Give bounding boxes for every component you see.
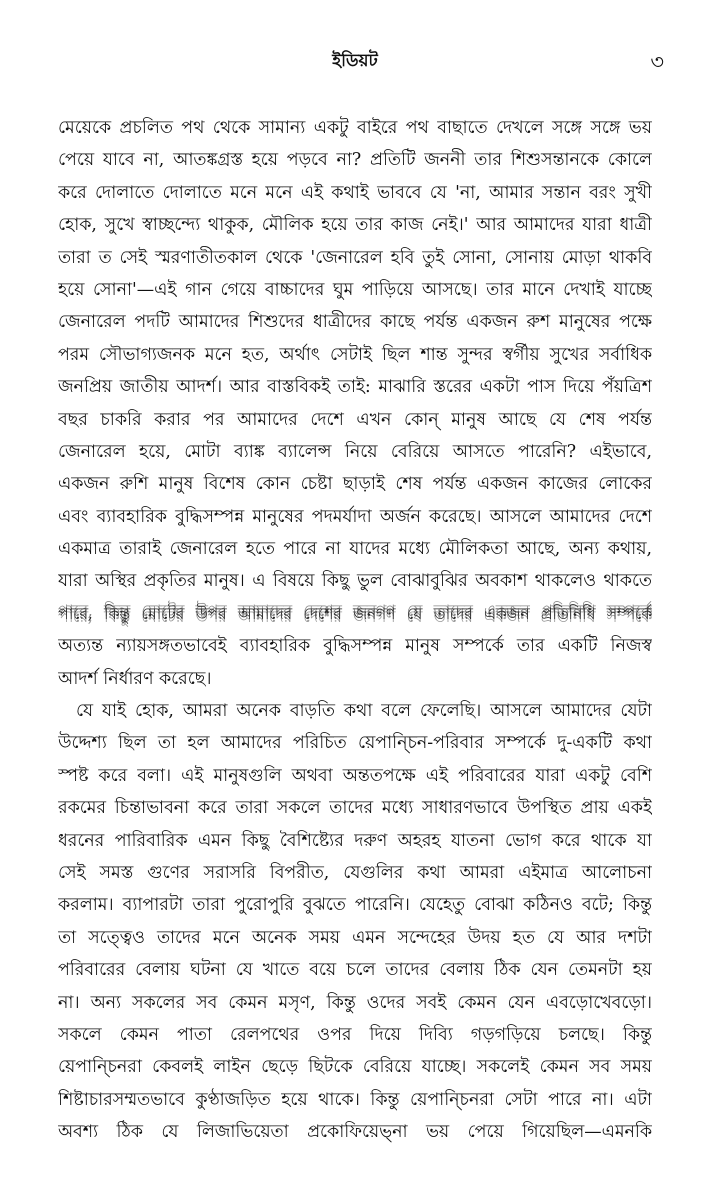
paragraph-2 [58, 695, 652, 1148]
text-line: য়েপান্চিনরা কেবলই লাইন ছেড়ে ছিটকে বেরিয়ে যাচ্ছে। সকলেই কেমন সব সময় [58, 1057, 652, 1078]
text-line: তারা ত সেই স্মরণাতীতকাল থেকে 'জেনারেল হবি তুই সোনা, সোনায় মোড়া থাকবি [58, 247, 652, 268]
smudged-text-line: পারে, কিন্তু মোটের উপর আমাদের দেশের জনগণ যে তাদের একজন প্রতিনিধি সম্পর্কে [58, 603, 652, 623]
text-line: জেনারেল হয়ে, মোটা ব্যাঙ্ক ব্যালেন্স নিয়ে বেরিয়ে আসতে পারেনি? এইভাবে, [58, 441, 652, 462]
text-line: মেয়েকে প্রচলিত পথ থেকে সামান্য একটু বাইরে পথ বাছাতে দেখলে সঙ্গে সঙ্গে ভয় [58, 118, 652, 138]
text-line: স্পষ্ট করে বলা। এই মানুষগুলি অথবা অন্ততপক্ষে এই পরিবারের যারা একটু বেশি [58, 765, 652, 786]
text-line: না। অন্য সকলের সব কেমন মসৃণ, কিন্তু ওদের সবই কেমন যেন এবড়োখেবড়ো। [58, 992, 652, 1013]
text-line: পরম সৌভাগ্যজনক মনে হত, অর্থাৎ সেটাই ছিল শান্ত সুন্দর স্বর্গীয় সুখের সর্বাধিক [58, 344, 652, 365]
text-line: ধরনের পারিবারিক এমন কিছু বৈশিষ্ট্যের দরুণ অহরহ যাতনা ভোগ করে থাকে যা [58, 830, 652, 851]
text-line: সেই সমস্ত গুণের সরাসরি বিপরীত, যেগুলির কথা আমরা এইমাত্র আলোচনা [58, 862, 652, 883]
text-line: হোক, সুখে স্বাচ্ছন্দ্যে থাকুক, মৌলিক হয়ে তার কাজ নেই।' আর আমাদের যারা ধাত্রী [58, 215, 652, 236]
text-line: সকলে কেমন পাতা রেলপথের ওপর দিয়ে দিব্যি গড়গড়িয়ে চলছে। কিন্তু [58, 1024, 652, 1045]
text-line: যারা অস্থির প্রকৃতির মানুষ। এ বিষয়ে কিছু ভুল বোঝাবুঝির অবকাশ থাকলেও থাকতে [58, 571, 652, 592]
text-line: আদর্শ নির্ধারণ করেছে। [58, 668, 212, 689]
text-line: বছর চাকরি করার পর আমাদের দেশে এখন কোন্ মানুষ আছে যে শেষ পর্যন্ত [58, 409, 652, 430]
text-line: রকমের চিন্তাভাবনা করে তারা সকলে তাদের মধ্যে সাধারণভাবে উপস্থিত প্রায় একই [58, 798, 652, 819]
text-line: এবং ব্যাবহারিক বুদ্ধিসম্পন্ন মানুষের পদমর্যাদা অর্জন করেছে। আসলে আমাদের দেশে [58, 506, 652, 527]
text-line: যে যাই হোক, আমরা অনেক বাড়তি কথা বলে ফেলেছি। আসলে আমাদের যেটা [76, 701, 652, 722]
text-line: একজন রুশি মানুষ বিশেষ কোন চেষ্টা ছাড়াই শেষ পর্যন্ত একজন কাজের লোকের [58, 474, 652, 495]
text-line: একমাত্র তারাই জেনারেল হতে পারে না যাদের মধ্যে মৌলিকতা আছে, অন্য কথায়, [58, 539, 652, 560]
body-text [58, 112, 652, 1149]
text-line: অত্যন্ত ন্যায়সঙ্গতভাবেই ব্যাবহারিক বুদ্ধিসম্পন্ন মানুষ সম্পর্কে তার একটি নিজস্ব [58, 636, 652, 657]
text-line: করে দোলাতে দোলাতে মনে মনে এই কথাই ভাববে যে 'না, আমার সন্তান বরং সুখী [58, 182, 652, 203]
text-line: জেনারেল পদটি আমাদের শিশুদের ধাত্রীদের কাছে পর্যন্ত একজন রুশ মানুষের পক্ষে [58, 312, 652, 333]
text-line: শিষ্টাচারসম্মতভাবে কুণ্ঠাজড়িত হয়ে থাকে। কিন্তু য়েপান্চিনরা সেটা পারে না। এটা [58, 1089, 652, 1110]
text-line: পেয়ে যাবে না, আতঙ্কগ্রস্ত হয়ে পড়বে না? প্রতিটি জননী তার শিশুসন্তানকে কোলে [58, 150, 652, 171]
page-header [0, 46, 710, 74]
paragraph-1 [58, 112, 652, 695]
page-number: ৩ [650, 50, 664, 74]
text-line: উদ্দেশ্য ছিল তা হল আমাদের পরিচিত য়েপান্চিন-পরিবার সম্পর্কে দু-একটি কথা [58, 733, 652, 754]
text-line: জনপ্রিয় জাতীয় আদর্শ। আর বাস্তবিকই তাই: মাঝারি স্তরের একটা পাস দিয়ে পঁয়ত্রিশ [58, 377, 652, 398]
text-line: তা সত্ত্বেও তাদের মনে অনেক সময় এমন সন্দেহের উদয় হত যে আর দশটা [58, 927, 652, 948]
text-line: অবশ্য ঠিক যে লিজাভিয়েতা প্রকোফিয়েভ্না ভয় পেয়ে গিয়েছিল—এমনকি [58, 1122, 652, 1143]
text-line: করলাম। ব্যাপারটা তারা পুরোপুরি বুঝতে পারেনি। যেহেতু বোঝা কঠিনও বটে; কিন্তু [58, 895, 652, 916]
text-line: পরিবারের বেলায় ঘটনা যে খাতে বয়ে চলে তাদের বেলায় ঠিক যেন তেমনটা হয় [58, 960, 652, 981]
text-line: হয়ে সোনা'—এই গান গেয়ে বাচ্চাদের ঘুম পাড়িয়ে আসছে। তার মানে দেখাই যাচ্ছে [58, 279, 652, 300]
running-title: ইডিয়ট [332, 51, 378, 71]
